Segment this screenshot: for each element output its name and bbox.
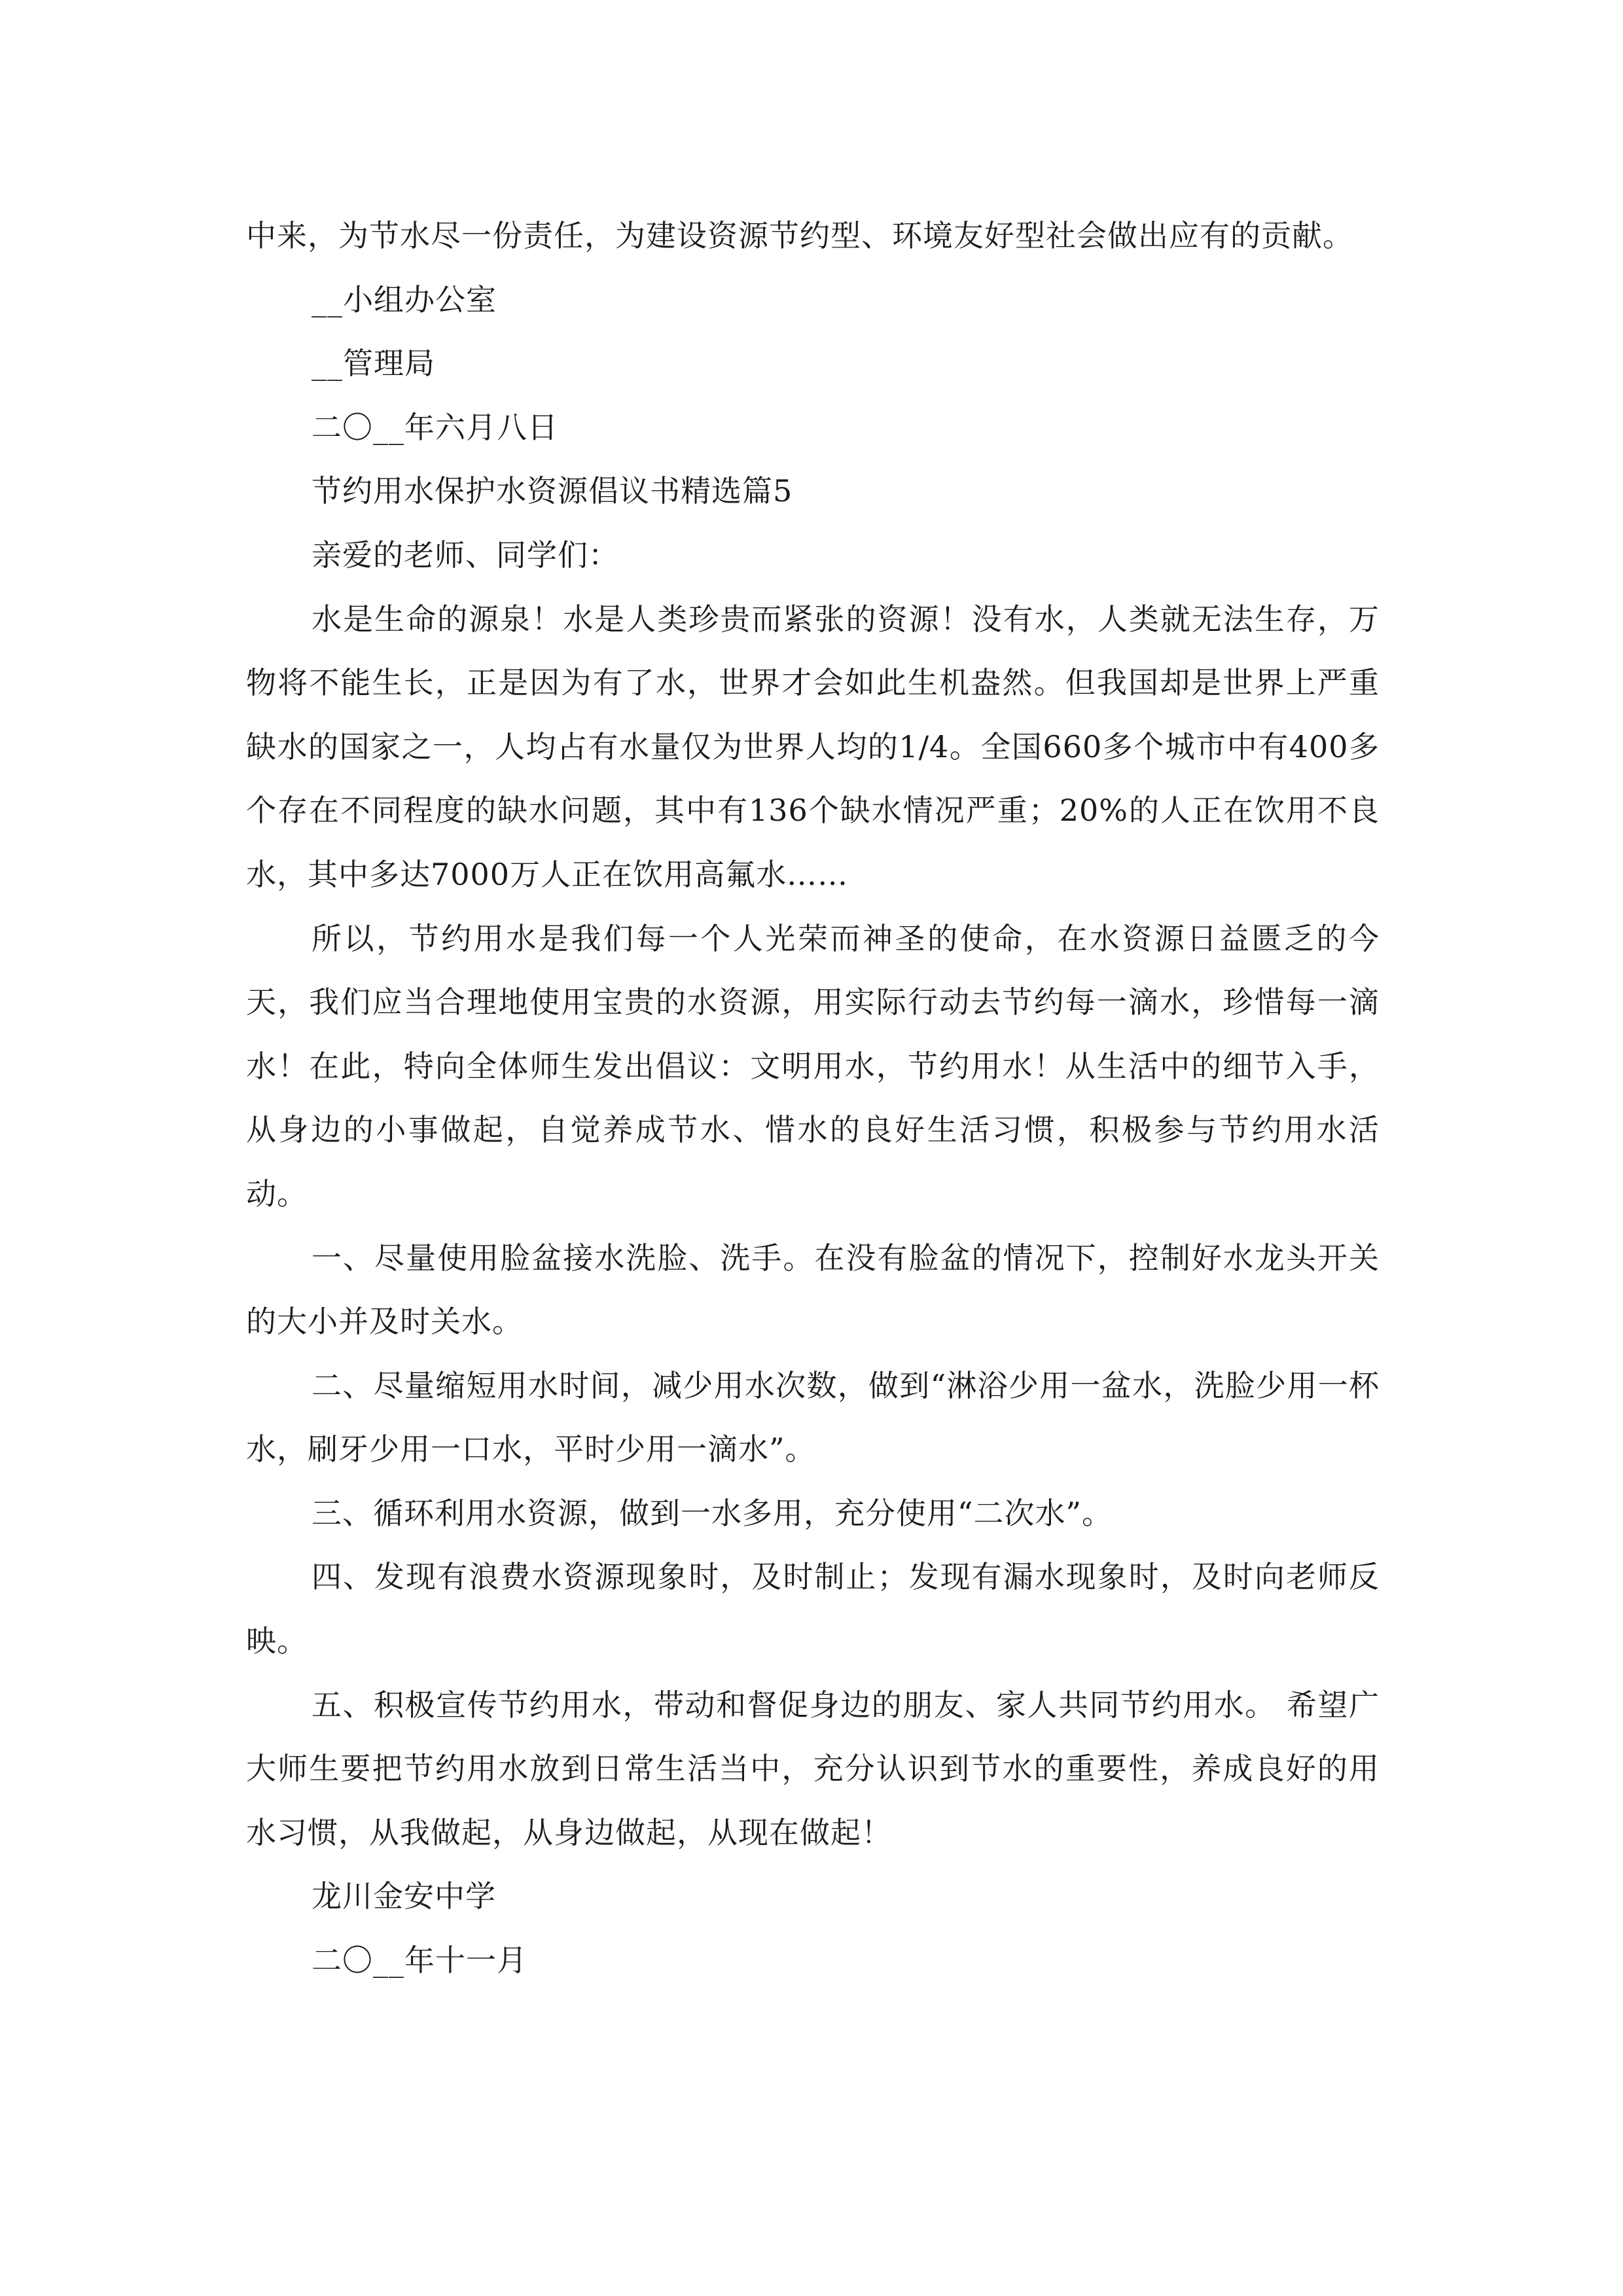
body-paragraph-intro: 水是生命的源泉！水是人类珍贵而紧张的资源！没有水，人类就无法生存，万物将不能生长，正是因为有了水，世界才会如此生机盎然。但我国却是世界上严重缺水的国家之一，人均占有水量仅为世界人均的1/4。全国660多个城市中有400多个存在不同程度的缺水问题，其中有136个缺水情况严重；20%的人正在饮用不良水，其中多达7000万人正在饮用高氟水…… [246, 601, 1380, 892]
body-paragraph-proposal: 所以，节约用水是我们每一个人光荣而神圣的使命，在水资源日益匮乏的今天，我们应当合理地使用宝贵的水资源，用实际行动去节约每一滴水，珍惜每一滴水！在此，特向全体师生发出倡议：文明用水，节约用水！从生活中的细节入手，从身边的小事做起，自觉养成节水、惜水的良好生活习惯，积极参与节约用水活动。 [246, 920, 1380, 1211]
signature-date-2: 二〇__年十一月 [312, 1943, 527, 1979]
signature-bureau: __管理局 [312, 346, 435, 382]
list-item-1: 一、尽量使用脸盆接水洗脸、洗手。在没有脸盆的情况下，控制好水龙头开关的大小并及时关水。 [246, 1240, 1380, 1340]
list-item-5: 五、积极宣传节约用水，带动和督促身边的朋友、家人共同节约用水。 希望广大师生要把节约用水放到日常生活当中，充分认识到节水的重要性，养成良好的用水习惯，从我做起，从身边做起，从现在做起！ [246, 1687, 1380, 1850]
section-title: 节约用水保护水资源倡议书精选篇5 [312, 473, 793, 509]
signature-date: 二〇__年六月八日 [312, 409, 558, 445]
signature-school: 龙川金安中学 [312, 1878, 496, 1914]
signature-office: __小组办公室 [312, 281, 497, 317]
list-item-3: 三、循环利用水资源，做到一水多用，充分使用“二次水”。 [312, 1495, 1113, 1531]
document-body [246, 204, 1380, 1993]
list-item-4: 四、发现有浪费水资源现象时，及时制止；发现有漏水现象时，及时向老师反映。 [246, 1559, 1380, 1659]
salutation: 亲爱的老师、同学们： [312, 537, 619, 573]
list-item-2: 二、尽量缩短用水时间，减少用水次数，做到“淋浴少用一盆水，洗脸少用一杯水，刷牙少用一口水，平时少用一滴水”。 [246, 1367, 1380, 1467]
closing-paragraph-continuation: 中来，为节水尽一份责任，为建设资源节约型、环境友好型社会做出应有的贡献。 [246, 218, 1353, 253]
